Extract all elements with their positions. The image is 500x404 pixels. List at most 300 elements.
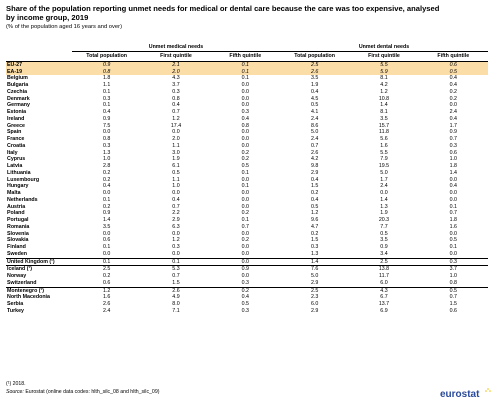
table-cell: 0.1	[102, 88, 111, 95]
table-cell: 2.4	[449, 109, 457, 115]
group-header-medical: Unmet medical needs	[72, 44, 280, 51]
row-label: Spain	[7, 129, 22, 136]
row-label-header	[6, 51, 72, 61]
table-cell: 2.0	[172, 136, 180, 142]
table-cell: 1.8	[449, 163, 457, 169]
table-cell: 0.2	[102, 169, 111, 176]
table-cell: 2.9	[310, 279, 319, 286]
table-cell: 1.3	[102, 149, 111, 156]
table-cell: 0.1	[241, 75, 249, 82]
logo-stars-icon	[485, 388, 491, 392]
row-label: EU-27	[6, 61, 72, 68]
table-cell: 5.5	[349, 61, 418, 68]
table-row	[6, 217, 488, 224]
table-row	[6, 143, 488, 150]
table-cell: 2.9	[310, 307, 319, 314]
table-cell: 7.1	[172, 307, 180, 314]
table-cell: 0.1	[241, 169, 249, 176]
table-cell: 0.0	[172, 250, 180, 257]
table-cell: 0.0	[241, 190, 249, 196]
row-label: Estonia	[7, 109, 27, 115]
row-label: Italy	[7, 149, 18, 156]
table-cell: 13.7	[378, 301, 390, 307]
table-cell: 1.9	[380, 210, 388, 217]
table-row	[6, 308, 488, 315]
table-cell: 0.9	[102, 210, 111, 217]
table-cell: 3.7	[172, 82, 180, 88]
row-label: United Kingdom (¹)	[6, 258, 72, 266]
table-row	[6, 224, 488, 231]
row-label: EA-19	[6, 69, 72, 76]
table-cell: 0.7	[172, 109, 180, 115]
table-cell: 0.0	[241, 250, 249, 257]
table-cell: 0.4	[241, 294, 249, 301]
row-label: Portugal	[7, 217, 29, 223]
table-cell: 5.3	[141, 266, 210, 273]
table-row	[6, 156, 488, 163]
table-row	[6, 258, 488, 266]
row-label: Montenegro (¹)	[6, 287, 72, 294]
row-label: Latvia	[7, 163, 23, 169]
table-cell: 8.6	[310, 122, 319, 129]
table-cell: 0.0	[241, 129, 249, 136]
table-cell: 4.2	[310, 156, 319, 163]
table-cell: 0.9	[380, 244, 388, 250]
table-cell: 1.5	[172, 279, 180, 286]
table-cell: 0.1	[102, 196, 111, 203]
corner-cell	[6, 44, 72, 51]
table-cell: 7.6	[280, 266, 349, 273]
table-row	[6, 197, 488, 204]
table-cell: 0.0	[449, 102, 457, 109]
table-cell: 0.6	[449, 149, 457, 156]
table-cell: 7.7	[380, 223, 388, 230]
table-cell: 0.8	[102, 136, 111, 142]
table-cell: 3.5	[310, 75, 319, 82]
table-cell: 1.8	[449, 217, 457, 223]
table-row	[6, 69, 488, 76]
table-row	[6, 183, 488, 190]
table-cell: 0.1	[241, 217, 249, 223]
row-label: Romania	[7, 223, 30, 230]
table-cell: 0.2	[241, 237, 249, 244]
table-row	[6, 190, 488, 197]
table-cell: 1.6	[380, 142, 388, 149]
table-cell: 0.4	[102, 183, 111, 190]
table-cell: 1.9	[310, 82, 319, 88]
table-cell: 0.0	[241, 142, 249, 149]
table-cell: 2.5	[280, 61, 349, 68]
table-cell: 2.9	[310, 169, 319, 176]
table-row	[6, 237, 488, 244]
table-cell: 1.7	[380, 176, 388, 183]
table-subtitle: (% of the population aged 16 years and over)	[6, 24, 123, 30]
table-cell: 2.3	[310, 294, 319, 301]
column-header: Total population	[294, 52, 336, 59]
table-cell: 0.4	[241, 115, 249, 122]
table-cell: 2.8	[102, 163, 111, 169]
table-cell: 0.4	[102, 109, 111, 115]
table-cell: 4.7	[310, 223, 319, 230]
table-cell: 0.0	[241, 203, 249, 210]
table-row	[6, 163, 488, 170]
table-cell: 0.9	[102, 115, 111, 122]
table-cell: 0.1	[72, 258, 141, 266]
table-cell: 7.9	[380, 156, 388, 163]
table-cell: 6.1	[172, 163, 180, 169]
table-cell: 19.5	[378, 163, 390, 169]
table-cell: 1.2	[310, 210, 319, 217]
table-cell: 9.6	[310, 217, 319, 223]
table-cell: 1.6	[102, 294, 111, 301]
table-cell: 1.5	[310, 183, 319, 190]
column-header: First quintile	[160, 52, 192, 59]
table-cell: 0.1	[211, 69, 280, 76]
table-cell: 0.2	[449, 95, 457, 102]
table-row	[6, 177, 488, 184]
table-cell: 2.5	[349, 258, 418, 266]
table-cell: 8.0	[172, 301, 180, 307]
table-cell: 0.1	[211, 61, 280, 68]
table-cell: 0.2	[102, 203, 111, 210]
table-body	[6, 61, 488, 314]
table-cell: 0.5	[241, 301, 249, 307]
table-cell: 0.5	[310, 203, 319, 210]
table-cell: 0.6	[102, 237, 111, 244]
row-label: Slovakia	[7, 237, 29, 244]
table-cell: 0.2	[241, 210, 249, 217]
table-row	[6, 136, 488, 143]
table-cell: 1.1	[172, 142, 180, 149]
table-row	[6, 231, 488, 238]
table-row	[6, 89, 488, 96]
table-cell: 0.0	[241, 136, 249, 142]
table-cell: 0.3	[241, 279, 249, 286]
table-cell: 4.2	[380, 82, 388, 88]
table-cell: 0.7	[449, 136, 457, 142]
row-label: Greece	[7, 122, 25, 129]
table-row	[6, 251, 488, 258]
table-cell: 0.2	[211, 287, 280, 294]
table-cell: 2.6	[102, 301, 111, 307]
table-cell: 2.1	[141, 61, 210, 68]
table-cell: 0.3	[419, 258, 488, 266]
table-cell: 0.4	[310, 196, 319, 203]
table-cell: 0.0	[241, 95, 249, 102]
table-cell: 8.1	[380, 109, 388, 115]
table-cell: 0.8	[172, 95, 180, 102]
table-cell: 2.6	[141, 287, 210, 294]
table-cell: 1.1	[102, 82, 111, 88]
table-cell: 0.0	[102, 190, 111, 196]
row-label: Croatia	[7, 142, 26, 149]
table-row	[6, 61, 488, 68]
table-cell: 0.1	[141, 258, 210, 266]
table-row	[6, 244, 488, 251]
table-row	[6, 287, 488, 294]
table-cell: 0.0	[380, 190, 388, 196]
table-cell: 0.3	[241, 109, 249, 115]
table-cell: 3.5	[102, 223, 111, 230]
table-cell: 11.7	[379, 273, 389, 279]
table-cell: 0.2	[241, 149, 249, 156]
table-cell: 6.9	[380, 307, 388, 314]
data-table	[6, 44, 488, 315]
row-label: Malta	[7, 190, 21, 196]
table-cell: 0.5	[310, 102, 319, 109]
table-cell: 0.0	[172, 230, 180, 237]
row-label: Norway	[7, 273, 27, 279]
table-cell: 0.0	[449, 190, 457, 196]
table-cell: 1.8	[102, 75, 111, 82]
group-header-dental: Unmet dental needs	[280, 44, 488, 51]
table-cell: 0.4	[172, 196, 180, 203]
source-text: Eurostat (online data codes: hlth_silc_08 and hlth_silc_09)	[23, 389, 160, 395]
table-cell: 1.4	[280, 258, 349, 266]
table-cell: 0.0	[102, 250, 111, 257]
table-cell: 5.6	[380, 136, 388, 142]
table-cell: 6.7	[380, 294, 388, 301]
table-cell: 4.9	[172, 294, 180, 301]
table-cell: 1.4	[102, 217, 111, 223]
table-cell: 0.2	[310, 230, 319, 237]
table-cell: 1.2	[380, 88, 388, 95]
table-cell: 0.7	[172, 273, 180, 279]
table-row	[6, 280, 488, 287]
table-cell: 0.0	[449, 250, 457, 257]
table-cell: 9.8	[310, 163, 319, 169]
row-label: Bulgaria	[7, 82, 29, 88]
table-cell: 6.0	[380, 279, 388, 286]
table-cell: 1.4	[380, 196, 388, 203]
table-cell: 1.4	[449, 169, 457, 176]
table-cell: 0.0	[241, 244, 249, 250]
table-cell: 0.8	[241, 122, 249, 129]
table-cell: 15.7	[378, 122, 390, 129]
table-cell: 0.6	[449, 307, 457, 314]
table-cell: 0.0	[241, 273, 249, 279]
table-cell: 13.8	[349, 266, 418, 273]
row-label: Belgium	[7, 75, 28, 82]
table-cell: 0.2	[449, 88, 457, 95]
table-cell: 1.0	[449, 273, 457, 279]
table-cell: 0.2	[310, 190, 319, 196]
table-cell: 1.3	[380, 203, 388, 210]
row-label: Finland	[7, 244, 26, 250]
row-label: Austria	[7, 203, 26, 210]
table-cell: 0.4	[449, 75, 457, 82]
table-cell: 0.1	[449, 244, 457, 250]
table-cell: 5.5	[380, 149, 388, 156]
table-cell: 0.7	[310, 142, 319, 149]
row-label: North Macedonia	[7, 294, 50, 301]
table-cell: 17.4	[170, 122, 182, 129]
table-cell: 8.1	[380, 75, 388, 82]
table-cell: 1.0	[102, 156, 111, 163]
table-cell: 0.3	[310, 244, 319, 250]
table-cell: 1.0	[172, 183, 180, 190]
table-cell: 0.3	[241, 307, 249, 314]
table-cell: 1.9	[172, 156, 180, 163]
table-cell: 0.4	[449, 115, 457, 122]
column-header: First quintile	[368, 52, 400, 59]
table-cell: 2.4	[102, 307, 111, 314]
table-cell: 2.0	[141, 69, 210, 76]
table-cell: 0.0	[172, 190, 180, 196]
table-title: Share of the population reporting unmet needs for medical or dental care because the care was too expensive, analysed by income group, 2019	[6, 4, 440, 23]
table-row	[6, 96, 488, 103]
row-label: Serbia	[7, 301, 24, 307]
table-cell: 0.4	[449, 82, 457, 88]
table-cell: 2.4	[380, 183, 388, 190]
table-cell: 5.0	[380, 169, 388, 176]
table-cell: 2.5	[280, 287, 349, 294]
footnote: (¹) 2018.	[6, 381, 26, 387]
row-label: Cyprus	[7, 156, 26, 163]
source-note	[6, 389, 159, 395]
table-cell: 0.3	[449, 142, 457, 149]
table-cell: 0.4	[172, 102, 180, 109]
table-cell: 1.2	[172, 237, 180, 244]
table-row	[6, 266, 488, 273]
table-cell: 4.3	[172, 75, 180, 82]
row-label: Germany	[7, 102, 30, 109]
row-label: Iceland (¹)	[6, 266, 72, 273]
table-cell: 0.9	[449, 129, 457, 136]
eurostat-logo	[440, 386, 492, 400]
table-cell: 0.4	[449, 183, 457, 190]
table-cell: 0.0	[102, 129, 111, 136]
table-cell: 1.4	[380, 102, 388, 109]
table-cell: 0.7	[449, 210, 457, 217]
table-cell: 0.3	[172, 88, 180, 95]
table-cell: 0.0	[449, 230, 457, 237]
table-cell: 0.5	[241, 163, 249, 169]
table-row	[6, 116, 488, 123]
table-cell: 3.4	[380, 250, 388, 257]
table-cell: 0.2	[241, 156, 249, 163]
table-cell: 0.0	[449, 196, 457, 203]
table-cell: 7.5	[102, 122, 111, 129]
row-label: Slovenia	[7, 230, 29, 237]
table-row	[6, 273, 488, 280]
source-label: Source:	[6, 389, 24, 395]
table-cell: 0.5	[449, 237, 457, 244]
table-cell: 1.5	[449, 301, 457, 307]
table-cell: 0.5	[419, 287, 488, 294]
table-cell: 3.7	[419, 266, 488, 273]
row-label: Netherlands	[7, 196, 38, 203]
table-cell: 0.6	[419, 61, 488, 68]
table-cell: 0.4	[310, 176, 319, 183]
table-cell: 2.4	[310, 136, 319, 142]
table-cell: 0.0	[211, 258, 280, 266]
table-row	[6, 210, 488, 217]
table-row	[6, 82, 488, 89]
row-label: Lithuania	[7, 169, 31, 176]
table-cell: 4.1	[310, 109, 319, 115]
table-cell: 2.9	[172, 217, 180, 223]
table-cell: 0.7	[241, 223, 249, 230]
table-cell: 0.3	[172, 244, 180, 250]
table-cell: 5.9	[349, 69, 418, 76]
table-cell: 0.9	[211, 266, 280, 273]
table-cell: 4.3	[349, 287, 418, 294]
table-cell: 1.7	[449, 122, 457, 129]
table-cell: 6.0	[310, 301, 319, 307]
logo-text: eurostat	[440, 389, 480, 400]
table-cell: 2.6	[310, 149, 319, 156]
table-cell: 0.6	[102, 279, 111, 286]
table-cell: 0.5	[172, 169, 180, 176]
table-cell: 1.2	[72, 287, 141, 294]
row-label: Ireland	[7, 115, 25, 122]
table-cell: 1.2	[172, 115, 180, 122]
table-row	[6, 170, 488, 177]
table-cell: 3.0	[172, 149, 180, 156]
column-header: Fifth quintile	[437, 52, 470, 59]
table-cell: 20.3	[378, 217, 390, 223]
table-cell: 1.6	[449, 223, 457, 230]
table-cell: 0.9	[72, 61, 141, 68]
table-cell: 0.5	[419, 69, 488, 76]
table-cell: 3.5	[380, 115, 388, 122]
table-cell: 0.0	[102, 230, 111, 237]
table-cell: 0.8	[449, 279, 457, 286]
table-cell: 11.8	[379, 129, 389, 136]
row-label: Poland	[7, 210, 25, 217]
table-cell: 1.5	[310, 237, 319, 244]
table-cell: 0.3	[102, 95, 111, 102]
table-cell: 0.0	[241, 82, 249, 88]
row-label: Denmark	[7, 95, 30, 102]
table-cell: 0.1	[102, 102, 111, 109]
table-cell: 0.8	[72, 69, 141, 76]
table-cell: 2.5	[72, 266, 141, 273]
table-row	[6, 75, 488, 82]
table-cell: 0.2	[102, 176, 111, 183]
table-row	[6, 294, 488, 301]
table-cell: 0.0	[449, 176, 457, 183]
row-label: Luxembourg	[7, 176, 40, 183]
table-row	[6, 150, 488, 157]
table-cell: 0.2	[102, 273, 111, 279]
table-cell: 1.3	[310, 250, 319, 257]
table-cell: 6.3	[172, 223, 180, 230]
table-cell: 2.6	[280, 69, 349, 76]
row-label: Turkey	[7, 307, 24, 314]
table-cell: 10.8	[378, 95, 390, 102]
table-cell: 0.1	[241, 183, 249, 190]
column-header: Fifth quintile	[229, 52, 262, 59]
table-cell: 0.0	[241, 196, 249, 203]
table-cell: 5.0	[310, 273, 319, 279]
table-cell: 0.0	[241, 230, 249, 237]
table-cell: 0.3	[102, 142, 111, 149]
table-row	[6, 301, 488, 308]
table-cell: 1.1	[172, 176, 180, 183]
row-label: France	[7, 136, 25, 142]
table-cell: 0.0	[172, 129, 180, 136]
row-label: Czechia	[7, 88, 28, 95]
table-row	[6, 204, 488, 211]
table-cell: 5.0	[310, 129, 319, 136]
table-cell: 0.7	[172, 203, 180, 210]
row-label: Switzerland	[7, 279, 37, 286]
table-cell: 0.4	[310, 88, 319, 95]
table-cell: 1.0	[449, 156, 457, 163]
table-row	[6, 123, 488, 130]
